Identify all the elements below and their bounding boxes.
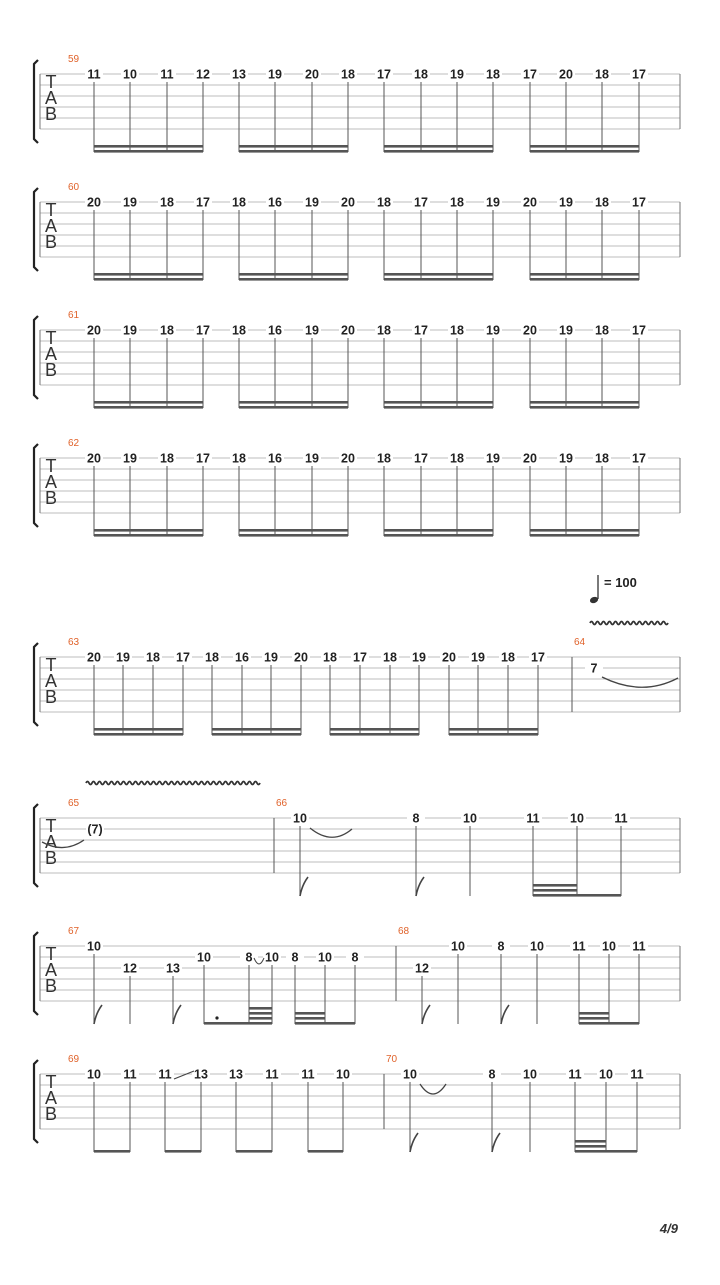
fret-number: 17	[632, 451, 646, 466]
fret-number: 11	[301, 1067, 315, 1082]
fret-number: 8	[497, 939, 505, 954]
fret-number: 8	[245, 950, 253, 965]
system-bracket	[34, 1060, 38, 1143]
fret-number: 20	[341, 323, 355, 338]
slide-line	[174, 1071, 194, 1079]
beam	[239, 150, 348, 153]
measure-number: 59	[68, 54, 80, 65]
fret-number: 18	[486, 67, 500, 82]
fret-number: 18	[160, 451, 174, 466]
fret-number: 17	[196, 195, 210, 210]
beam	[295, 1022, 355, 1025]
fret-number: 10	[570, 811, 584, 826]
beam	[533, 894, 621, 897]
fret-number: 19	[486, 451, 500, 466]
beam	[384, 529, 493, 532]
beam	[94, 728, 183, 731]
tab-system	[34, 637, 680, 736]
beam	[575, 1140, 606, 1143]
tab-clef-letter: B	[44, 848, 58, 868]
fret-number: 13	[166, 961, 180, 976]
fret-number: 10	[293, 811, 307, 826]
fret-number: 19	[123, 323, 137, 338]
fret-number: 10	[318, 950, 332, 965]
fret-number: 17	[523, 67, 537, 82]
tempo-text: = 100	[604, 575, 637, 590]
beam	[533, 884, 577, 887]
fret-number: 12	[196, 67, 210, 82]
fret-number: 18	[160, 195, 174, 210]
fret-number: 19	[305, 195, 319, 210]
fret-number: 11	[526, 811, 540, 826]
fret-number: 17	[632, 195, 646, 210]
note-flag	[94, 1005, 102, 1024]
system-bracket	[34, 643, 38, 726]
beam	[249, 1007, 272, 1010]
fret-number: 18	[414, 67, 428, 82]
system-bracket	[34, 444, 38, 527]
tab-clef-letter: T	[45, 655, 57, 675]
fret-number: 11	[572, 939, 586, 954]
tab-clef-letter: T	[45, 816, 57, 836]
tab-system	[34, 182, 680, 281]
fret-number: 19	[264, 650, 278, 665]
beam	[212, 728, 301, 731]
system-bracket	[34, 316, 38, 399]
fret-number: 20	[442, 650, 456, 665]
fret-number: 8	[412, 811, 420, 826]
fret-number: 18	[323, 650, 337, 665]
fret-number: 16	[268, 323, 282, 338]
fret-number: 17	[632, 67, 646, 82]
measure-number: 68	[398, 926, 410, 937]
fret-number: 18	[595, 67, 609, 82]
beam	[533, 889, 577, 892]
fret-number: 20	[341, 195, 355, 210]
measure-number: 69	[68, 1054, 80, 1065]
fret-number: 18	[232, 451, 246, 466]
beam	[530, 529, 639, 532]
beam	[330, 728, 419, 731]
tab-clef-letter: B	[44, 976, 58, 996]
beam	[575, 1145, 606, 1148]
fret-number: (7)	[87, 822, 103, 837]
fret-number: 17	[377, 67, 391, 82]
measure-number: 61	[68, 310, 80, 321]
fret-number: 19	[412, 650, 426, 665]
fret-number: 10	[463, 811, 477, 826]
beam	[384, 534, 493, 537]
fret-number: 18	[377, 451, 391, 466]
fret-number: 10	[403, 1067, 417, 1082]
fret-number: 17	[531, 650, 545, 665]
beam	[530, 534, 639, 537]
fret-number: 7	[590, 661, 598, 676]
beam	[449, 728, 538, 731]
fret-number: 20	[87, 323, 101, 338]
fret-number: 19	[305, 323, 319, 338]
beam	[239, 529, 348, 532]
tab-clef-letter: A	[44, 1088, 58, 1108]
fret-number: 19	[486, 323, 500, 338]
beam	[165, 1150, 201, 1153]
measure-number: 63	[68, 637, 80, 648]
measure-number: 60	[68, 182, 80, 193]
fret-number: 11	[87, 67, 101, 82]
tab-system	[34, 926, 680, 1025]
tab-clef-letter: B	[44, 1104, 58, 1124]
fret-number: 19	[486, 195, 500, 210]
measure-number: 65	[68, 798, 80, 809]
page-number: 4/9	[659, 1221, 678, 1236]
fret-number: 18	[377, 195, 391, 210]
system-bracket	[34, 188, 38, 271]
tab-clef-letter: T	[45, 1072, 57, 1092]
fret-number: 10	[123, 67, 137, 82]
tab-clef-letter: A	[44, 671, 58, 691]
tab-clef-letter: A	[44, 960, 58, 980]
beam	[212, 733, 301, 736]
fret-number: 20	[523, 451, 537, 466]
system-bracket	[34, 60, 38, 143]
fret-number: 19	[123, 451, 137, 466]
fret-number: 17	[414, 451, 428, 466]
measure-number: 70	[386, 1054, 398, 1065]
beam	[236, 1150, 272, 1153]
tab-clef-letter: B	[44, 488, 58, 508]
beam	[94, 145, 203, 148]
fret-number: 12	[123, 961, 137, 976]
beam	[308, 1150, 343, 1153]
beam	[530, 145, 639, 148]
beam	[530, 406, 639, 409]
beam	[384, 406, 493, 409]
fret-number: 19	[559, 195, 573, 210]
tab-clef-letter: B	[44, 687, 58, 707]
fret-number: 11	[632, 939, 646, 954]
fret-number: 18	[501, 650, 515, 665]
fret-number: 18	[450, 195, 464, 210]
fret-number: 10	[197, 950, 211, 965]
fret-number: 20	[559, 67, 573, 82]
fret-number: 11	[568, 1067, 582, 1082]
tab-clef-letter: A	[44, 472, 58, 492]
fret-number: 17	[196, 323, 210, 338]
fret-number: 10	[265, 950, 279, 965]
beam	[239, 278, 348, 281]
fret-number: 18	[595, 323, 609, 338]
beam	[384, 401, 493, 404]
tab-clef-letter: T	[45, 72, 57, 92]
fret-number: 13	[232, 67, 246, 82]
beam	[239, 145, 348, 148]
fret-number: 12	[415, 961, 429, 976]
fret-number: 17	[176, 650, 190, 665]
fret-number: 8	[291, 950, 299, 965]
tab-system	[34, 798, 680, 897]
fret-number: 10	[336, 1067, 350, 1082]
fret-number: 17	[353, 650, 367, 665]
fret-number: 20	[87, 451, 101, 466]
fret-number: 17	[196, 451, 210, 466]
measure-number: 62	[68, 438, 80, 449]
fret-number: 10	[599, 1067, 613, 1082]
fret-number: 11	[630, 1067, 644, 1082]
fret-number: 20	[294, 650, 308, 665]
fret-number: 18	[232, 323, 246, 338]
fret-number: 20	[87, 650, 101, 665]
note-flag	[492, 1133, 500, 1152]
fret-number: 20	[87, 195, 101, 210]
dot	[215, 1016, 218, 1019]
tab-clef-letter: A	[44, 344, 58, 364]
fret-number: 20	[305, 67, 319, 82]
fret-number: 19	[559, 451, 573, 466]
beam	[295, 1017, 325, 1020]
beam	[530, 278, 639, 281]
measure-number: 67	[68, 926, 80, 937]
vibrato-line	[86, 782, 260, 785]
measure-number: 64	[574, 637, 586, 648]
fret-number: 20	[523, 195, 537, 210]
fret-number: 19	[305, 451, 319, 466]
tab-system	[34, 310, 680, 409]
tab-clef-letter: A	[44, 216, 58, 236]
beam	[94, 406, 203, 409]
fret-number: 19	[268, 67, 282, 82]
beam	[94, 150, 203, 153]
beam	[575, 1150, 637, 1153]
note-flag	[416, 877, 424, 896]
fret-number: 18	[383, 650, 397, 665]
tab-clef-letter: T	[45, 944, 57, 964]
beam	[94, 534, 203, 537]
fret-number: 10	[530, 939, 544, 954]
vibrato-line	[590, 622, 668, 625]
beam	[249, 1017, 272, 1020]
beam	[579, 1022, 639, 1025]
beam	[204, 1022, 272, 1025]
beam	[384, 278, 493, 281]
fret-number: 18	[450, 323, 464, 338]
tab-clef-letter: B	[44, 104, 58, 124]
fret-number: 11	[123, 1067, 137, 1082]
beam	[384, 273, 493, 276]
tempo-marking	[589, 575, 637, 604]
fret-number: 18	[595, 451, 609, 466]
fret-number: 11	[158, 1067, 172, 1082]
beam	[94, 733, 183, 736]
beam	[449, 733, 538, 736]
system-bracket	[34, 932, 38, 1015]
fret-number: 8	[351, 950, 359, 965]
beam	[94, 401, 203, 404]
fret-number: 17	[414, 323, 428, 338]
tab-clef-letter: T	[45, 456, 57, 476]
tab-clef-letter: B	[44, 232, 58, 252]
fret-number: 17	[414, 195, 428, 210]
fret-number: 19	[559, 323, 573, 338]
fret-number: 18	[160, 323, 174, 338]
fret-number: 11	[614, 811, 628, 826]
note-flag	[300, 877, 308, 896]
fret-number: 16	[268, 451, 282, 466]
beam	[530, 401, 639, 404]
fret-number: 10	[87, 939, 101, 954]
fret-number: 18	[341, 67, 355, 82]
fret-number: 10	[87, 1067, 101, 1082]
beam	[94, 278, 203, 281]
fret-number: 19	[450, 67, 464, 82]
beam	[579, 1017, 609, 1020]
beam	[249, 1012, 272, 1015]
fret-number: 16	[235, 650, 249, 665]
tab-clef-letter: A	[44, 832, 58, 852]
fret-number: 10	[602, 939, 616, 954]
beam	[239, 534, 348, 537]
fret-number: 18	[450, 451, 464, 466]
beam	[579, 1012, 609, 1015]
beam	[330, 733, 419, 736]
beam	[530, 273, 639, 276]
beam	[94, 273, 203, 276]
beam	[94, 529, 203, 532]
fret-number: 10	[451, 939, 465, 954]
fret-number: 19	[123, 195, 137, 210]
fret-number: 11	[160, 67, 174, 82]
fret-number: 18	[232, 195, 246, 210]
measure-number: 66	[276, 798, 288, 809]
system-bracket	[34, 804, 38, 887]
fret-number: 19	[471, 650, 485, 665]
fret-number: 18	[377, 323, 391, 338]
tab-clef-letter: A	[44, 88, 58, 108]
fret-number: 18	[146, 650, 160, 665]
fret-number: 18	[595, 195, 609, 210]
beam	[239, 401, 348, 404]
tab-clef-letter: B	[44, 360, 58, 380]
note-flag	[501, 1005, 509, 1024]
fret-number: 20	[341, 451, 355, 466]
beam	[384, 145, 493, 148]
fret-number: 16	[268, 195, 282, 210]
beam	[239, 273, 348, 276]
tab-system	[34, 1054, 680, 1153]
note-flag	[422, 1005, 430, 1024]
beam	[384, 150, 493, 153]
fret-number: 13	[194, 1067, 208, 1082]
beam	[530, 150, 639, 153]
beam	[239, 406, 348, 409]
fret-number: 20	[523, 323, 537, 338]
note-flag	[410, 1133, 418, 1152]
fret-number: 11	[265, 1067, 279, 1082]
tab-clef-letter: T	[45, 200, 57, 220]
fret-number: 13	[229, 1067, 243, 1082]
fret-number: 10	[523, 1067, 537, 1082]
note-flag	[173, 1005, 181, 1024]
fret-number: 19	[116, 650, 130, 665]
beam	[94, 1150, 130, 1153]
tab-system	[34, 438, 680, 537]
tab-system	[34, 54, 680, 153]
beam	[295, 1012, 325, 1015]
fret-number: 17	[632, 323, 646, 338]
tab-clef-letter: T	[45, 328, 57, 348]
fret-number: 8	[488, 1067, 496, 1082]
fret-number: 18	[205, 650, 219, 665]
